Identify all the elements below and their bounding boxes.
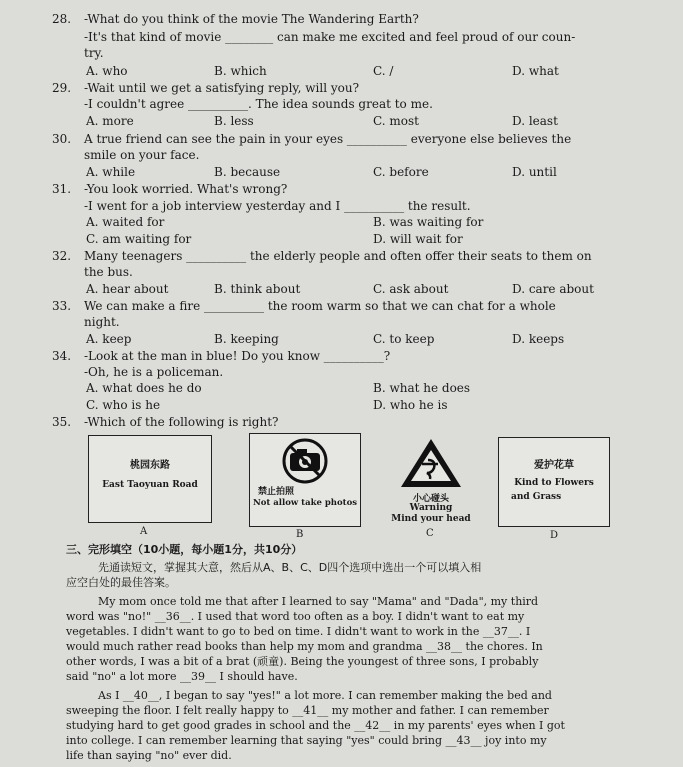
sign-c-en1: Warning xyxy=(409,503,453,513)
sign-a-en: East Taoyuan Road xyxy=(102,480,198,490)
q35-number: 35. xyxy=(52,415,72,429)
q34-option-a: A. what does he do xyxy=(86,381,202,395)
q32-option-d: D. care about xyxy=(512,282,594,296)
q31-line2: -I went for a job interview yesterday and I __________ the result. xyxy=(84,199,471,213)
warning-head-icon xyxy=(398,436,464,490)
sign-a-road xyxy=(88,435,212,523)
q30-number: 30. xyxy=(52,132,72,146)
q28-line1: -What do you think of the movie The Wandering Earth? xyxy=(84,12,419,26)
q31-option-c: C. am waiting for xyxy=(86,232,192,246)
q28-option-d: D. what xyxy=(512,64,559,78)
para2-line3: studying hard to get good grades in school and the __42__ in my parents' eyes when I got xyxy=(66,719,565,732)
q31-option-a: A. waited for xyxy=(86,215,165,229)
q32-number: 32. xyxy=(52,249,72,263)
sign-b-letter: B xyxy=(296,529,304,540)
q29-number: 29. xyxy=(52,81,72,95)
q35-line1: -Which of the following is right? xyxy=(84,415,279,429)
q32-option-a: A. hear about xyxy=(86,282,169,296)
q32-option-c: C. ask about xyxy=(373,282,449,296)
q30-line1: A true friend can see the pain in your eyes __________ everyone else believes the xyxy=(84,132,572,146)
q33-line1: We can make a fire __________ the room warm so that we can chat for a whole xyxy=(84,299,556,313)
q32-line1: Many teenagers __________ the elderly people and often offer their seats to them on xyxy=(84,249,592,263)
q29-option-d: D. least xyxy=(512,114,558,128)
no-camera-icon xyxy=(250,436,360,486)
q29-line1: -Wait until we get a satisfying reply, will you? xyxy=(84,81,360,95)
q30-option-d: D. until xyxy=(512,165,557,179)
q32-line2: the bus. xyxy=(84,265,133,279)
q31-option-d: D. will wait for xyxy=(373,232,463,246)
q28-line2: -It's that kind of movie ________ can make me excited and feel proud of our coun- xyxy=(84,30,576,44)
q29-option-b: B. less xyxy=(214,114,254,128)
q31-number: 31. xyxy=(52,182,72,196)
sign-a-cn: 桃园东路 xyxy=(130,460,170,471)
para2-line1: As I __40__, I began to say "yes!" a lot more. I can remember making the bed and xyxy=(98,689,552,702)
q30-option-a: A. while xyxy=(86,165,136,179)
q34-option-c: C. who is he xyxy=(86,398,161,412)
sign-b-cn: 禁止拍照 xyxy=(258,487,295,497)
para1-line5: other words, I was a bit of a brat (顽童). Being the youngest of three sons, I probably xyxy=(66,655,539,668)
sign-d-flowers xyxy=(498,437,610,527)
q30-line2: smile on your face. xyxy=(84,148,200,162)
para1-line2: word was "no!" __36__. I used that word too often as a boy. I didn't want to eat my xyxy=(66,610,525,623)
sign-b-en: Not allow take photos xyxy=(252,498,358,508)
q31-line1: -You look worried. What's wrong? xyxy=(84,182,288,196)
para2-line4: into college. I can remember learning that saying "yes" could bring __43__ joy into my xyxy=(66,734,547,747)
q29-line2: -I couldn't agree __________. The idea sounds great to me. xyxy=(84,97,433,111)
q34-option-b: B. what he does xyxy=(373,381,471,395)
section3-heading: 三、完形填空（10小题，每小题1分，共10分） xyxy=(66,543,303,556)
sign-c-en2: Mind your head xyxy=(391,514,471,524)
q28-option-c: C. / xyxy=(373,64,394,78)
q33-option-c: C. to keep xyxy=(373,332,435,346)
q33-option-b: B. keeping xyxy=(214,332,279,346)
q33-number: 33. xyxy=(52,299,72,313)
sign-c-letter: C xyxy=(426,528,434,539)
para2-line2: sweeping the floor. I felt really happy to __41__ my mother and father. I can remember xyxy=(66,704,549,717)
q33-option-d: D. keeps xyxy=(512,332,565,346)
q31-option-b: B. was waiting for xyxy=(373,215,484,229)
q34-line1: -Look at the man in blue! Do you know __________? xyxy=(84,349,391,363)
q28-option-a: A. who xyxy=(86,64,128,78)
q28-number: 28. xyxy=(52,12,72,26)
sign-c-cn: 小心碰头 xyxy=(412,494,449,504)
para1-line6: said "no" a lot more __39__ I should have. xyxy=(66,670,298,683)
sign-b-no-photo xyxy=(249,433,361,527)
sign-d-letter: D xyxy=(550,530,559,541)
q34-number: 34. xyxy=(52,349,72,363)
q30-option-b: B. because xyxy=(214,165,281,179)
para1-line1: My mom once told me that after I learned to say "Mama" and "Dada", my third xyxy=(98,595,539,608)
para1-line3: vegetables. I didn't want to go to bed on time. I didn't want to work in the __37__. I xyxy=(66,625,531,638)
sign-d-cn: 爱护花草 xyxy=(534,460,574,471)
q34-line2: -Oh, he is a policeman. xyxy=(84,365,224,379)
q33-line2: night. xyxy=(84,315,120,329)
q28-option-b: B. which xyxy=(214,64,267,78)
section3-instruction-1: 先通读短文，掌握其大意，然后从A、B、C、D四个选项中选出一个可以填入相 xyxy=(98,561,482,574)
sign-a-letter: A xyxy=(140,526,148,537)
q28-line3: try. xyxy=(84,46,104,60)
q29-option-c: C. most xyxy=(373,114,419,128)
sign-d-en1: Kind to Flowers xyxy=(514,478,594,488)
para2-line5: life than saying "no" ever did. xyxy=(66,749,232,762)
q32-option-b: B. think about xyxy=(214,282,301,296)
sign-d-en2: and Grass xyxy=(511,492,562,502)
para1-line4: would much rather read books than help my mom and grandma __38__ the chores. In xyxy=(66,640,543,653)
q34-option-d: D. who he is xyxy=(373,398,448,412)
q29-option-a: A. more xyxy=(86,114,134,128)
section3-instruction-2: 应空白处的最佳答案。 xyxy=(66,576,176,589)
q30-option-c: C. before xyxy=(373,165,429,179)
q33-option-a: A. keep xyxy=(86,332,132,346)
